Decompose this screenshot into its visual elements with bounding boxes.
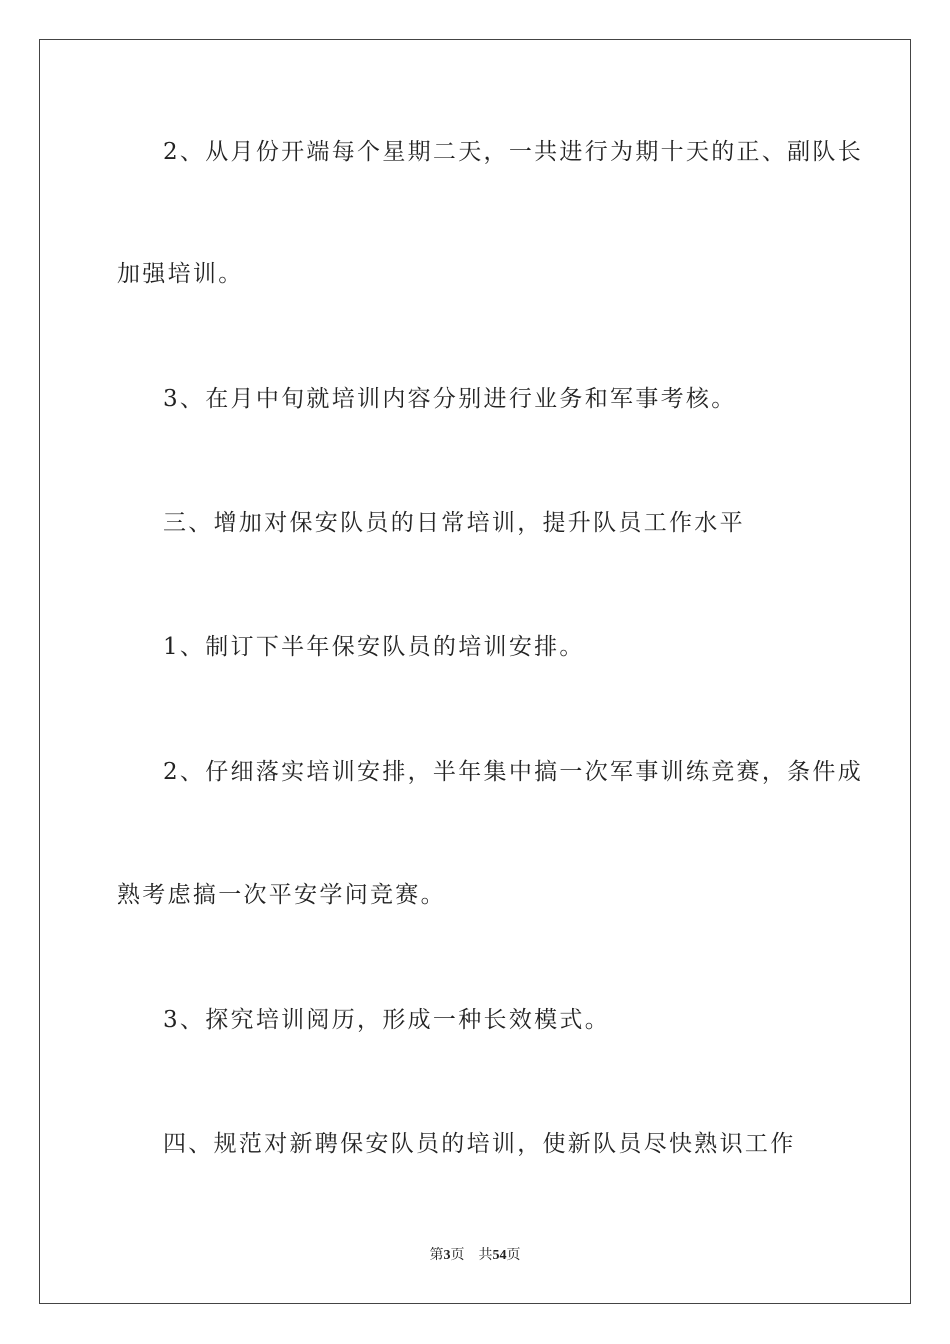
paragraph-line-3: 3、在月中旬就培训内容分别进行业务和军事考核。 bbox=[163, 386, 737, 412]
paragraph-line-1: 2、从月份开端每个星期二天，一共进行为期十天的正、副队长 bbox=[163, 139, 864, 165]
footer-total-suffix: 页 bbox=[506, 1248, 521, 1263]
paragraph-line-8: 3、探究培训阅历，形成一种长效模式。 bbox=[163, 1007, 611, 1033]
page-footer bbox=[0, 1247, 950, 1265]
paragraph-line-2: 加强培训。 bbox=[117, 261, 244, 287]
page-border bbox=[39, 39, 911, 1304]
paragraph-line-5: 1、制订下半年保安队员的培训安排。 bbox=[163, 634, 585, 660]
section-heading-4: 四、规范对新聘保安队员的培训，使新队员尽快熟识工作 bbox=[163, 1131, 796, 1157]
paragraph-line-7: 熟考虑搞一次平安学问竞赛。 bbox=[117, 882, 446, 908]
footer-page-number: 3 bbox=[443, 1248, 451, 1263]
section-heading-3: 三、增加对保安队员的日常培训，提升队员工作水平 bbox=[163, 510, 745, 536]
footer-total-number: 54 bbox=[492, 1248, 507, 1263]
footer-page-prefix: 第 bbox=[429, 1248, 444, 1263]
paragraph-line-6: 2、仔细落实培训安排，半年集中搞一次军事训练竞赛，条件成 bbox=[163, 759, 864, 785]
footer-page-suffix: 页 bbox=[450, 1248, 465, 1263]
footer-total-prefix: 共 bbox=[478, 1248, 493, 1263]
